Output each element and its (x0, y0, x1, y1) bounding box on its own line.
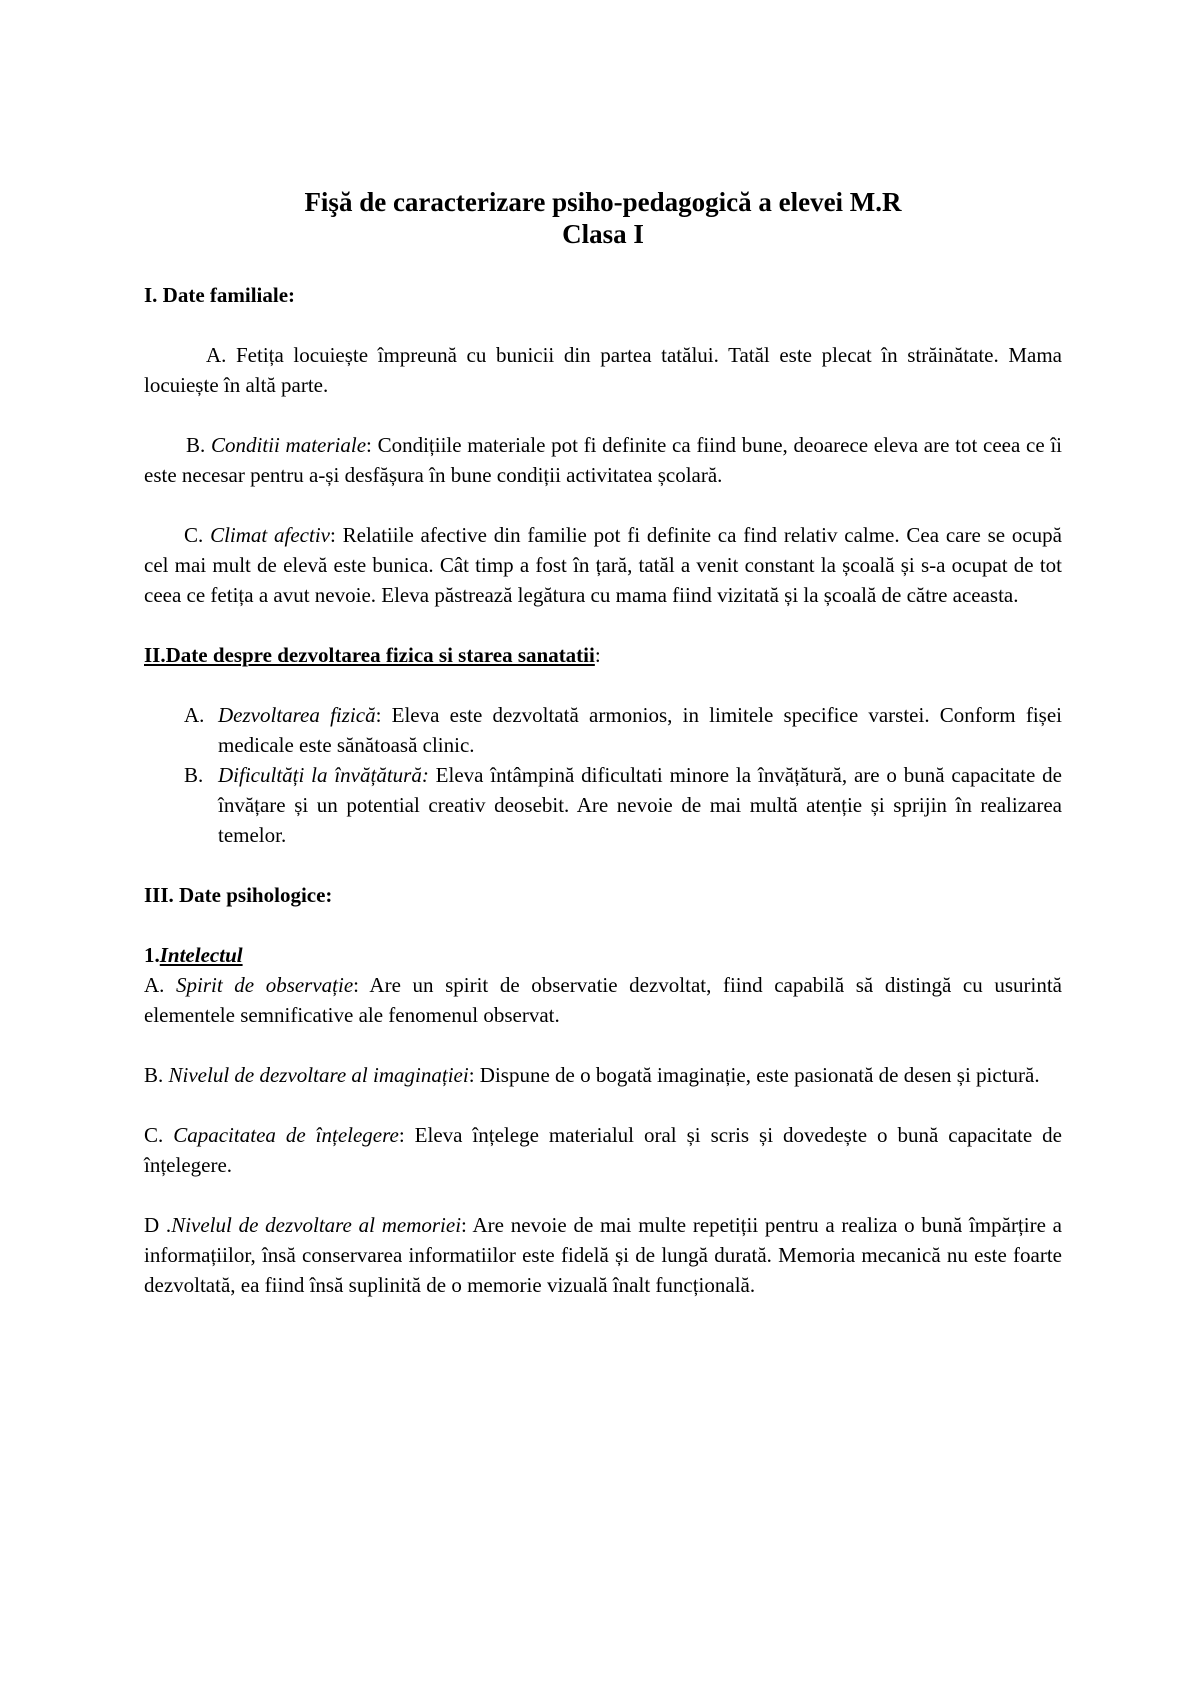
paragraph-b-marker: B. (186, 433, 206, 457)
title-line-1: Fişă de caracterizare psiho-pedagogică a elevei M.R (304, 187, 902, 217)
item-a-text: : Eleva este dezvoltată armonios, in limitele specifice varstei. Conform fișei medicale este sănătoasă clinic. (218, 703, 1062, 757)
subsection-label: Intelectul (159, 943, 243, 967)
paragraph-c-text: : Relatiile afective din familie pot fi definite ca find relativ calme. Cea care se ocupă cel mai mult de elevă este bunica. Cât timp a fost în țară, tatăl a venit constant la școală și s-a ocupat de tot ceea ce fetița a avut nevoie. Eleva păstrează legătura cu mama fiind vizitată și la școală de către aceasta. (144, 523, 1063, 607)
document-body (144, 186, 1062, 1300)
section-2-heading-colon: : (594, 643, 601, 667)
s3-a-text: : Are un spirit de observatie dezvoltat, fiind capabilă să distingă cu usurintă elementele semnificative ale fenomenul observat. (144, 973, 1062, 1027)
paragraph-c-marker: C. (184, 523, 204, 547)
section-2-item-a (144, 700, 1062, 760)
item-a-label: Dezvoltarea fizică (218, 703, 376, 727)
section-3-paragraph-b (144, 1060, 1062, 1090)
paragraph-c-label: Climat afectiv (210, 523, 330, 547)
s3-d-label: Nivelul de dezvoltare al memoriei (171, 1213, 462, 1237)
s3-c-text: : Eleva înțelege materialul oral și scris și dovedește o bună capacitate de înțelegere. (144, 1123, 1062, 1177)
section-2-item-b (144, 760, 1062, 850)
s3-a-marker: A. (144, 973, 177, 997)
s3-b-label: Nivelul de dezvoltare al imaginației (168, 1063, 469, 1087)
section-1-paragraph-a: A. Fetița locuiește împreună cu bunicii din partea tatălui. Tatăl este plecat în străinătate. Mama locuiește în altă parte. (144, 343, 1062, 397)
item-b-label: Dificultăți la învățătură: (218, 763, 429, 787)
s3-c-marker: C. (144, 1123, 174, 1147)
s3-d-text: : Are nevoie de mai multe repetiții pentru a realiza o bună împărțire a informațiilor, însă conservarea informatiilor este fidelă și de lungă durată. Memoria mecanică nu este foarte dezvoltată, ea fiind însă suplinită de o memorie vizuală înalt funcțională. (144, 1213, 1062, 1297)
section-2-heading (144, 640, 1062, 670)
section-3-heading: III. Date psihologice: (144, 883, 333, 907)
section-1-paragraph-c (144, 520, 1062, 610)
s3-a-label: Spirit de observație (176, 973, 354, 997)
item-b-marker: B. (184, 763, 204, 787)
s3-b-text: : Dispune de o bogată imaginație, este pasionată de desen și pictură. (468, 1063, 1040, 1087)
s3-b-marker: B. (144, 1063, 169, 1087)
document-title (144, 186, 1062, 250)
subsection-number: 1. (144, 943, 160, 967)
item-b-text: Eleva întâmpină dificultati minore la învățătură, are o bună capacitate de învățare și un potential creativ deosebit. Are nevoie de mai multă atenție și sprijin în realizarea temelor. (218, 763, 1062, 847)
section-3-paragraph-a (144, 970, 1062, 1030)
title-line-2: Clasa I (562, 219, 644, 249)
subsection-1-heading (144, 940, 1062, 970)
s3-c-label: Capacitatea de înțelegere (173, 1123, 399, 1147)
section-3-paragraph-c (144, 1120, 1062, 1180)
item-a-marker: A. (184, 703, 205, 727)
paragraph-b-label: Conditii materiale (210, 433, 367, 457)
section-3-paragraph-d (144, 1210, 1062, 1300)
s3-d-marker: D . (144, 1213, 172, 1237)
section-1-heading: I. Date familiale: (144, 283, 296, 307)
section-2-heading-text: II.Date despre dezvoltarea fizica si starea sanatatii (144, 643, 595, 667)
section-1-paragraph-b (144, 430, 1062, 490)
paragraph-b-text: : Condițiile materiale pot fi definite ca fiind bune, deoarece eleva are tot ceea ce îi este necesar pentru a-și desfășura în bune condiții activitatea școlară. (144, 433, 1063, 487)
